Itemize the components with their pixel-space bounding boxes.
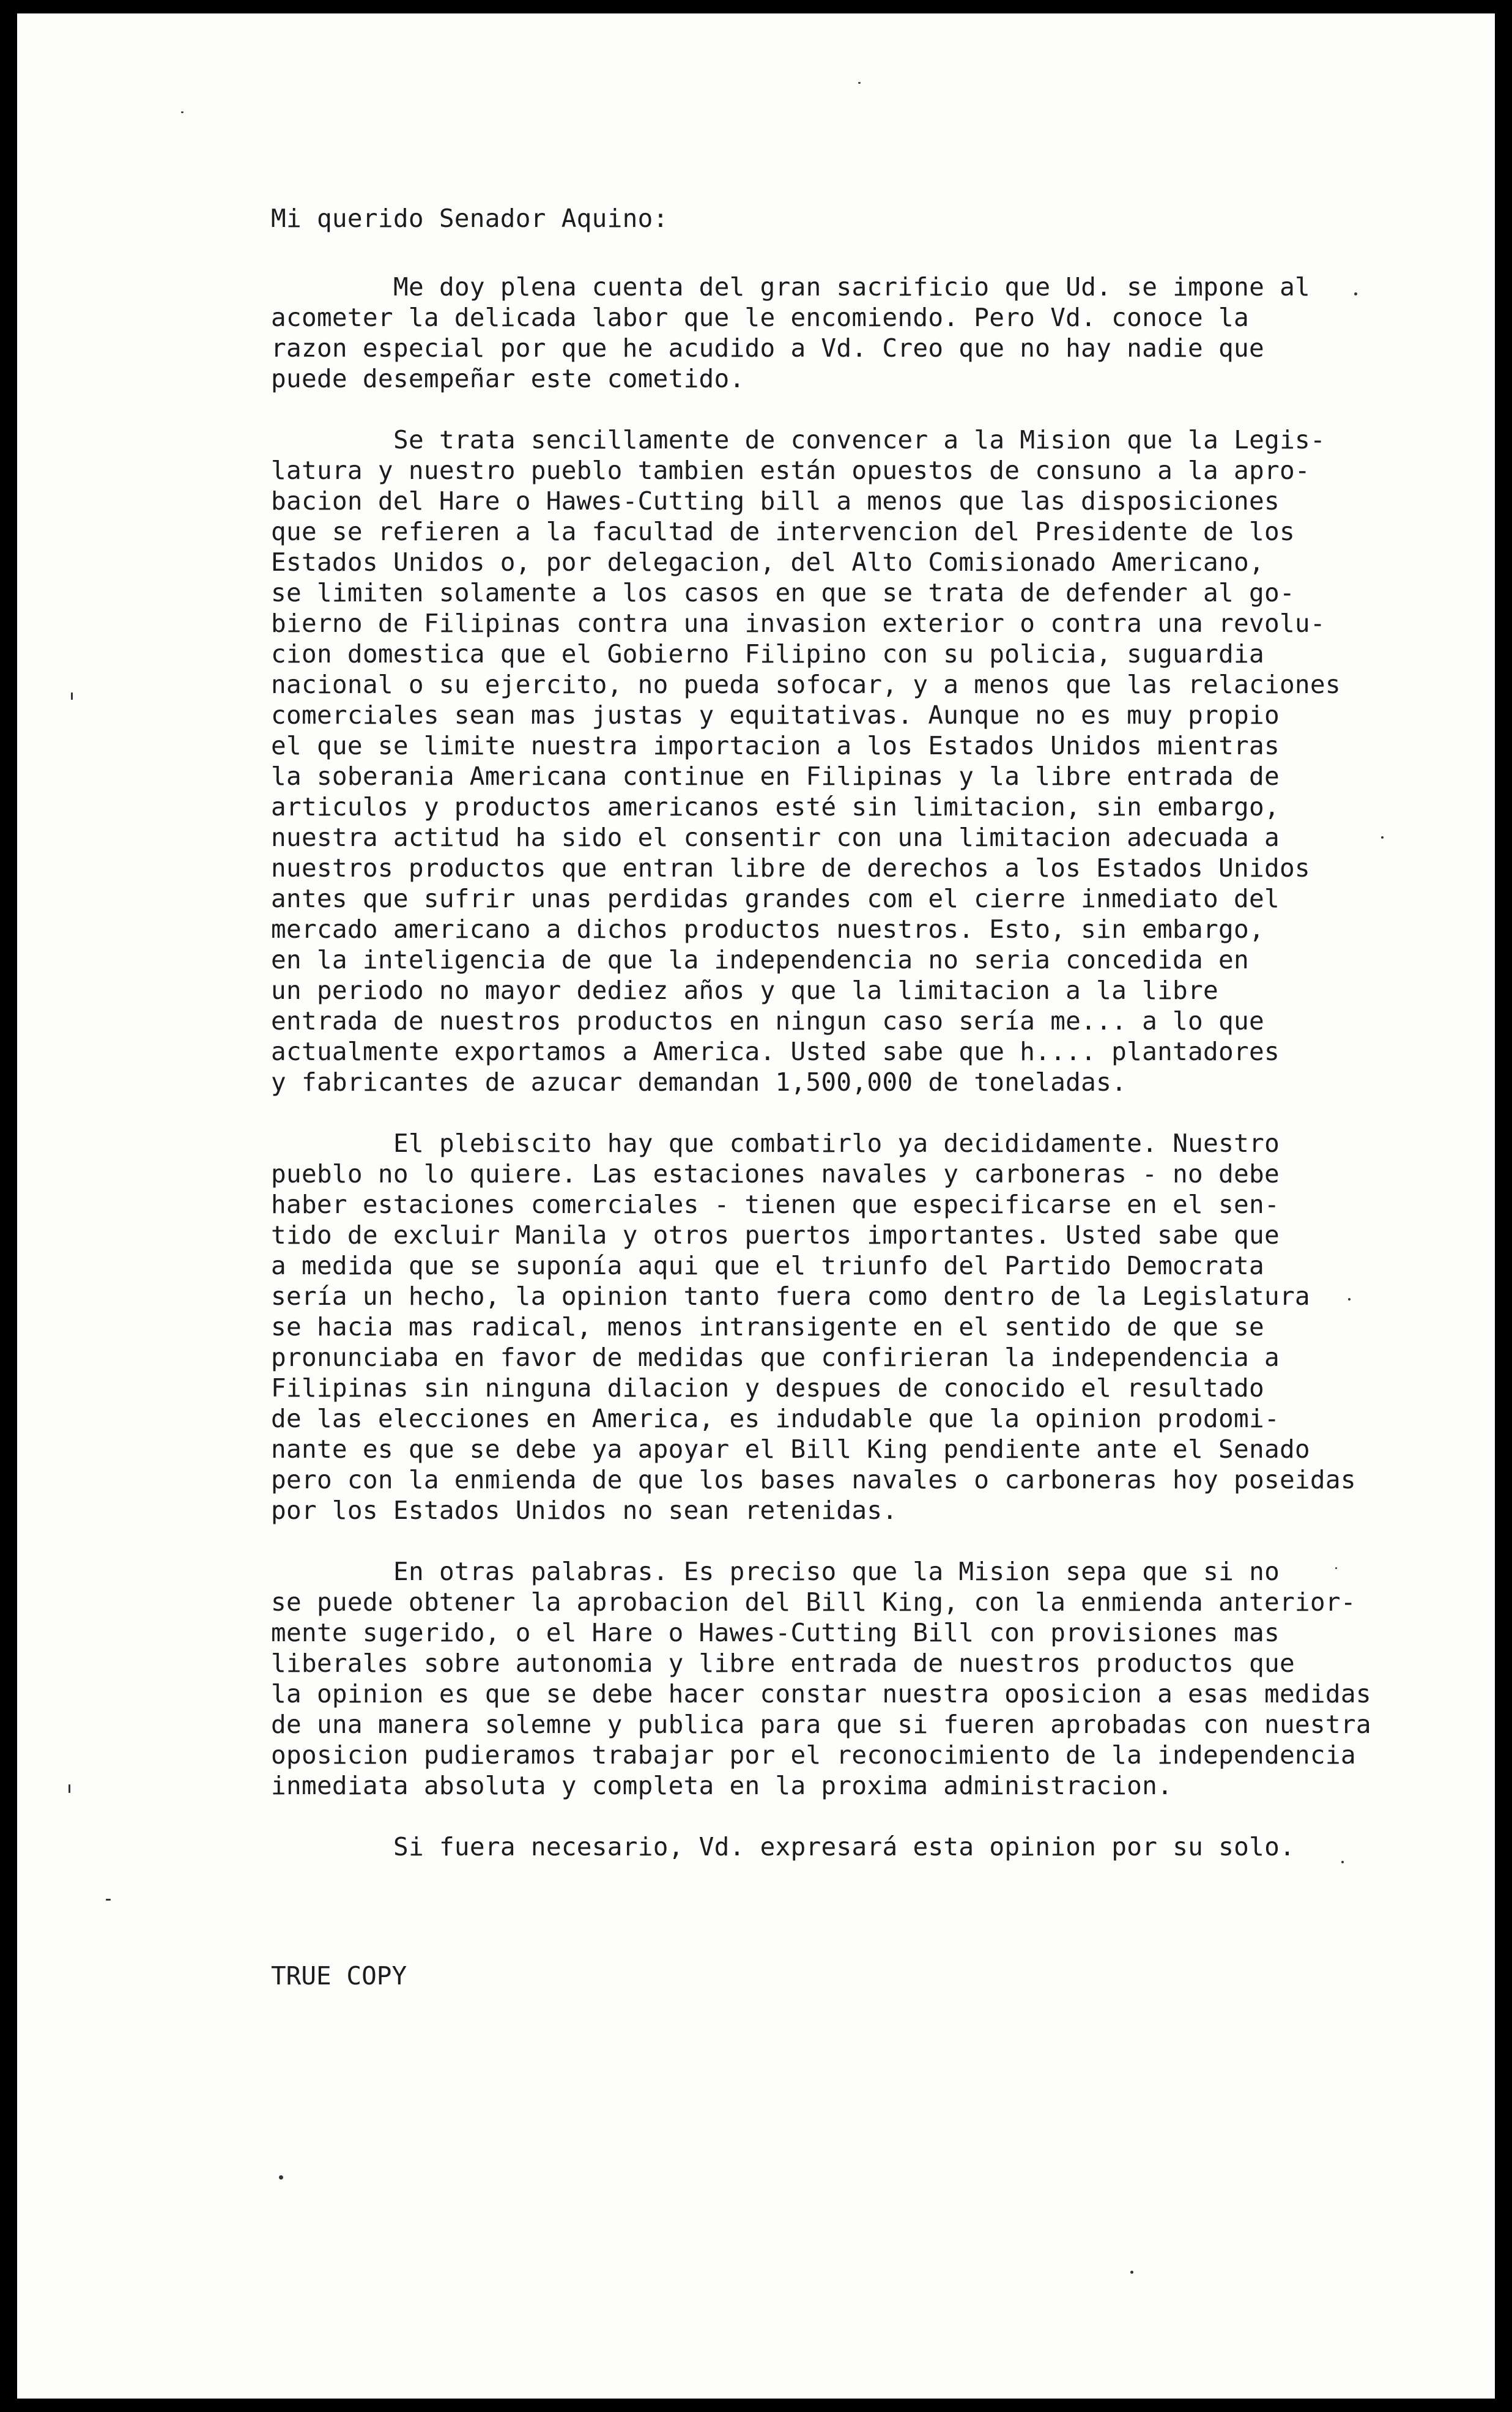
text-line: Se trata sencillamente de convencer a la Mision que la Legis- [393,425,1326,455]
text-line: el que se limite nuestra importacion a los Estados Unidos mientras [271,731,1280,760]
text-line: puede desempeñar este cometido. [271,364,745,393]
text-line: nante es que se debe ya apoyar el Bill King pendiente ante el Senado [271,1434,1310,1464]
text-line: haber estaciones comerciales - tienen que especificarse en el sen- [271,1190,1280,1219]
scan-speck [69,1784,70,1793]
text-line: articulos y productos americanos esté sin limitacion, sin embargo, [271,792,1280,822]
true-copy-mark: TRUE COPY [271,1961,407,1991]
text-line: se limiten solamente a los casos en que se trata de defender al go- [271,578,1295,607]
scan-speck [181,111,183,113]
text-line: bierno de Filipinas contra una invasion exterior o contra una revolu- [271,609,1325,638]
text-line: acometer la delicada labor que le encomiendo. Pero Vd. conoce la [271,303,1249,332]
text-line: cion domestica que el Gobierno Filipino con su policia, suguardia [271,639,1264,669]
text-line: razon especial por que he acudido a Vd. Creo que no hay nadie que [271,333,1264,363]
letter-body [271,203,1371,1862]
paragraph-3 [271,1128,1360,1526]
scan-speck [858,82,861,84]
scan-speck [1354,292,1357,295]
text-line: Filipinas sin ninguna dilacion y despues de conocido el resultado [271,1373,1264,1403]
scan-speck [1381,836,1384,839]
text-line: latura y nuestro pueblo tambien están opuestos de consuno a la apro- [271,456,1310,485]
scan-speck [1348,1298,1351,1301]
text-line: un periodo no mayor dediez años y que la limitacion a la libre [271,976,1219,1005]
text-line: pronunciaba en favor de medidas que confirieran la independencia a [271,1343,1280,1372]
text-line: se puede obtener la aprobacion del Bill King, con la enmienda anterior- [271,1587,1356,1617]
text-line: la soberania Americana continue en Filipinas y la libre entrada de [271,762,1280,791]
text-line: la opinion es que se debe hacer constar nuestra oposicion a esas medidas [271,1679,1371,1709]
text-line: en la inteligencia de que la independencia no seria concedida en [271,945,1249,974]
text-line: entrada de nuestros productos en ningun caso sería me... a lo que [271,1006,1264,1036]
text-line: bacion del Hare o Hawes-Cutting bill a menos que las disposiciones [271,486,1280,516]
text-line: nuestra actitud ha sido el consentir con una limitacion adecuada a [271,823,1280,852]
salutation: Mi querido Senador Aquino: [271,204,669,233]
text-line: sería un hecho, la opinion tanto fuera como dentro de la Legislatura [271,1282,1310,1311]
text-line: mercado americano a dichos productos nuestros. Esto, sin embargo, [271,915,1264,944]
closing-line: Si fuera necesario, Vd. expresará esta opinion por su solo. [393,1832,1295,1861]
text-line: nuestros productos que entran libre de derechos a los Estados Unidos [271,853,1310,883]
text-line: comerciales sean mas justas y equitativas. Aunque no es muy propio [271,700,1280,730]
scan-speck [1130,2271,1133,2274]
scan-speck [1335,1567,1337,1569]
text-line: que se refieren a la facultad de intervencion del Presidente de los [271,517,1295,546]
text-line: liberales sobre autonomia y libre entrada de nuestros productos que [271,1649,1295,1678]
scan-speck [71,692,73,700]
scan-speck [106,1899,111,1901]
text-line: de las elecciones en America, es indudable que la opinion prodomi- [271,1404,1280,1433]
text-line: mente sugerido, o el Hare o Hawes-Cutting Bill con provisiones mas [271,1618,1280,1647]
paragraph-4 [271,1556,1371,1801]
text-line: El plebiscito hay que combatirlo ya decididamente. Nuestro [393,1129,1280,1158]
paragraph-1 [271,272,1360,394]
text-line: se hacia mas radical, menos intransigente en el sentido de que se [271,1312,1264,1341]
text-line: inmediata absoluta y completa en la proxima administracion. [271,1771,1173,1800]
text-line: por los Estados Unidos no sean retenidas. [271,1496,898,1525]
text-line: oposicion pudieramos trabajar por el reconocimiento de la independencia [271,1740,1356,1770]
scan-speck [1341,1861,1344,1863]
text-line: Me doy plena cuenta del gran sacrificio que Ud. se impone al [393,272,1311,302]
text-line: y fabricantes de azucar demandan 1,500,000 de toneladas. [271,1067,1127,1097]
text-line: Estados Unidos o, por delegacion, del Alto Comisionado Americano, [271,547,1264,577]
text-line: tido de excluir Manila y otros puertos importantes. Usted sabe que [271,1220,1280,1250]
text-line: antes que sufrir unas perdidas grandes com el cierre inmediato del [271,884,1280,913]
text-line: pueblo no lo quiere. Las estaciones navales y carboneras - no debe [271,1159,1280,1189]
document-page [17,13,1495,2399]
paragraph-2 [271,425,1360,1097]
text-line: de una manera solemne y publica para que si fueren aprobadas con nuestra [271,1710,1371,1739]
text-line: nacional o su ejercito, no pueda sofocar, y a menos que las relaciones [271,670,1341,699]
scan-speck [279,2175,283,2180]
text-line: actualmente exportamos a America. Usted sabe que h.... plantadores [271,1037,1280,1066]
text-line: a medida que se suponía aqui que el triunfo del Partido Democrata [271,1251,1264,1280]
text-line: En otras palabras. Es preciso que la Mision sepa que si no [393,1557,1280,1586]
text-line: pero con la enmienda de que los bases navales o carboneras hoy poseidas [271,1465,1356,1494]
